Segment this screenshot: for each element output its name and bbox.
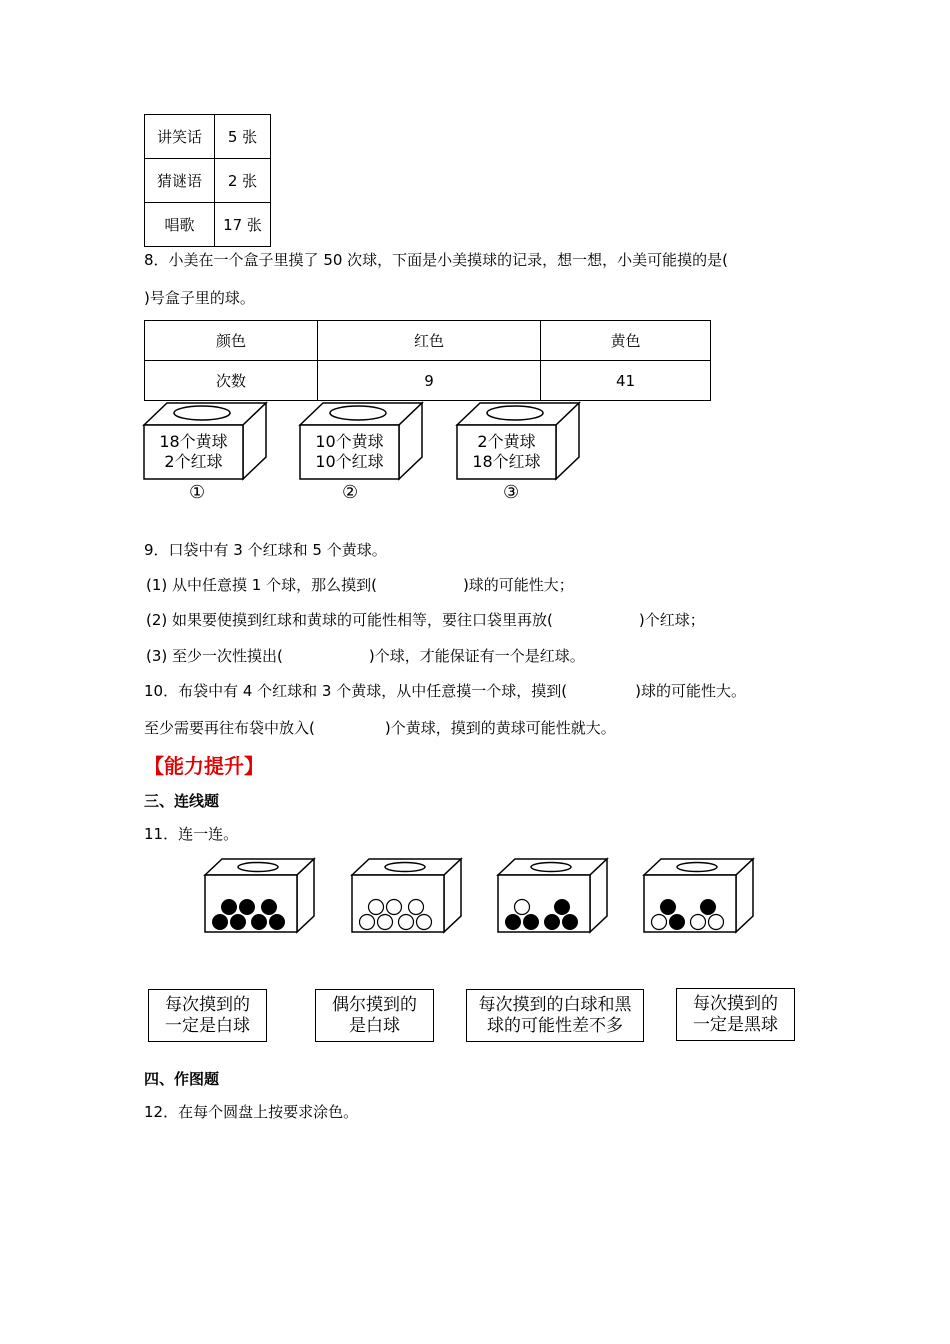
box-line1: 18个黄球 <box>159 432 228 451</box>
q10-line1 <box>144 681 746 701</box>
count-cell: 2 张 <box>215 159 271 203</box>
row-label-cell: 次数 <box>145 361 318 401</box>
q11-prompt: 11．连一连。 <box>144 825 239 843</box>
option-line1: 每次摸到的白球和黑 <box>478 994 632 1015</box>
q10-line1-a: 10．布袋中有 4 个红球和 3 个黄球，从中任意摸一个球，摸到( <box>144 682 568 700</box>
header-cell: 黄色 <box>541 321 711 361</box>
box-line1: 2个黄球 <box>477 432 536 451</box>
ball-box-2 <box>351 858 463 936</box>
q8-box-1 <box>143 402 268 482</box>
match-option-2[interactable] <box>315 989 434 1042</box>
option-line1: 每次摸到的 <box>693 993 778 1014</box>
q9-part3 <box>146 646 585 666</box>
option-line2: 一定是黑球 <box>693 1014 778 1035</box>
box-line2: 18个红球 <box>472 452 541 471</box>
ball-box-icon <box>497 858 609 936</box>
q9-part2 <box>146 610 705 630</box>
activity-cell: 讲笑话 <box>145 115 215 159</box>
value-cell: 9 <box>318 361 541 401</box>
box-number-1: ① <box>189 482 206 503</box>
q12-prompt: 12．在每个圆盘上按要求涂色。 <box>144 1103 359 1121</box>
option-line1: 偶尔摸到的 <box>332 994 417 1015</box>
ball-box-icon <box>351 858 463 936</box>
activity-cell: 唱歌 <box>145 203 215 247</box>
section-3-title: 三、连线题 <box>144 792 220 810</box>
ball-box-icon <box>643 858 755 936</box>
q8-box-3 <box>456 402 581 482</box>
q8-line1: 8．小美在一个盒子里摸了 50 次球，下面是小美摸球的记录，想一想，小美可能摸的是( <box>144 251 729 269</box>
q9-part3-b: )个球，才能保证有一个是红球。 <box>368 647 585 665</box>
ball-box-4 <box>643 858 755 936</box>
header-cell: 颜色 <box>145 321 318 361</box>
option-line2: 是白球 <box>349 1015 400 1036</box>
ball-box-3 <box>497 858 609 936</box>
activity-table <box>144 114 271 247</box>
match-option-3[interactable] <box>466 989 644 1042</box>
section-4-title: 四、作图题 <box>144 1070 220 1088</box>
q10-line2 <box>144 718 616 738</box>
value-cell: 41 <box>541 361 711 401</box>
q9-part1 <box>146 575 574 595</box>
q10-line2-b: )个黄球，摸到的黄球可能性就大。 <box>384 719 616 737</box>
option-line1: 每次摸到的 <box>165 994 250 1015</box>
header-cell: 红色 <box>318 321 541 361</box>
option-line2: 球的可能性差不多 <box>487 1015 623 1036</box>
count-cell: 5 张 <box>215 115 271 159</box>
q9-part2-a: (2) 如果要使摸到红球和黄球的可能性相等，要往口袋里再放( <box>146 611 553 629</box>
q8-box-2 <box>299 402 424 482</box>
q10-line2-a: 至少需要再往布袋中放入( <box>144 719 315 737</box>
box-line1: 10个黄球 <box>315 432 384 451</box>
box-number-2: ② <box>342 482 359 503</box>
q9-intro: 9．口袋中有 3 个红球和 5 个黄球。 <box>144 541 387 559</box>
q8-line2: )号盒子里的球。 <box>144 289 255 307</box>
q9-part1-a: (1) 从中任意摸 1 个球，那么摸到( <box>146 576 377 594</box>
match-option-1[interactable] <box>148 989 267 1042</box>
box-line2: 10个红球 <box>315 452 384 471</box>
activity-cell: 猜谜语 <box>145 159 215 203</box>
box-number-3: ③ <box>503 482 520 503</box>
q9-part3-a: (3) 至少一次性摸出( <box>146 647 283 665</box>
ball-box-1 <box>204 858 316 936</box>
option-line2: 一定是白球 <box>165 1015 250 1036</box>
q8-record-table <box>144 320 711 401</box>
match-option-4[interactable] <box>676 988 795 1041</box>
q9-part1-b: )球的可能性大； <box>462 576 574 594</box>
count-cell: 17 张 <box>215 203 271 247</box>
q9-part2-b: )个红球； <box>638 611 705 629</box>
box-line2: 2个红球 <box>164 452 223 471</box>
q10-line1-b: )球的可能性大。 <box>635 682 746 700</box>
ball-box-icon <box>204 858 316 936</box>
ability-heading: 【能力提升】 <box>144 754 264 778</box>
